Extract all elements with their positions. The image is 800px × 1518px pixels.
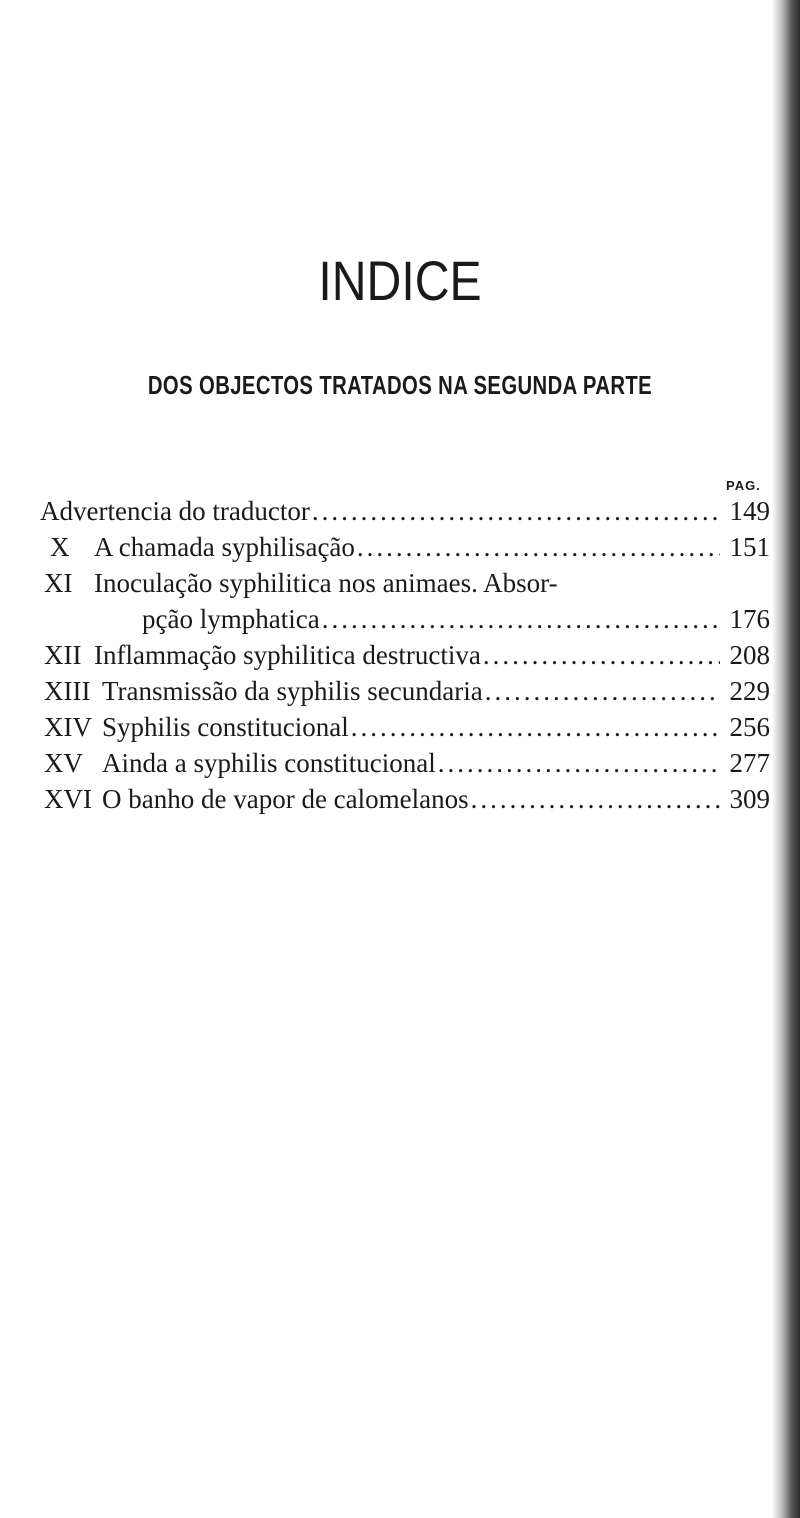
toc-leader-dots bbox=[312, 496, 720, 527]
toc-entry-text: O banho de vapor de calomelanos bbox=[102, 784, 469, 814]
table-of-contents bbox=[40, 496, 770, 820]
page-edge-shadow bbox=[772, 0, 800, 1518]
toc-entry-number: XVI bbox=[44, 784, 92, 814]
toc-entry-page: 277 bbox=[729, 748, 770, 778]
toc-entry-page: 151 bbox=[729, 532, 770, 562]
toc-entry-text: Syphilis constitucional bbox=[102, 712, 349, 742]
toc-leader-dots bbox=[485, 676, 720, 707]
toc-entry-page: 229 bbox=[729, 676, 770, 706]
toc-entry-continuation bbox=[40, 604, 770, 640]
toc-entry-page: 208 bbox=[729, 640, 770, 670]
toc-entry-page: 309 bbox=[729, 784, 770, 814]
toc-entry bbox=[40, 712, 770, 748]
toc-leader-dots bbox=[438, 748, 720, 779]
page-subtitle: DOS OBJECTOS TRATADOS NA SEGUNDA PARTE bbox=[147, 370, 653, 400]
toc-entry-number: XII bbox=[44, 640, 82, 670]
toc-entry-page: 176 bbox=[729, 604, 770, 634]
toc-entry-text: Advertencia do traductor bbox=[40, 496, 310, 526]
toc-entry bbox=[40, 496, 770, 532]
toc-entry bbox=[40, 784, 770, 820]
toc-entry-number: XIV bbox=[44, 712, 92, 742]
toc-entry bbox=[40, 640, 770, 676]
toc-entry-number: XV bbox=[44, 748, 83, 778]
toc-entry bbox=[40, 748, 770, 784]
toc-entry-text: pção lymphatica bbox=[142, 604, 320, 634]
toc-entry-text: Inflammação syphilitica destructiva bbox=[94, 640, 481, 670]
toc-entry-text: Inoculação syphilitica nos animaes. Absor- bbox=[94, 568, 558, 598]
toc-entry-page: 149 bbox=[729, 496, 770, 526]
toc-entry bbox=[40, 532, 770, 568]
toc-entry bbox=[40, 568, 770, 604]
page-title: INDICE bbox=[318, 249, 482, 312]
toc-entry-number: X bbox=[50, 532, 70, 562]
toc-entry-text: A chamada syphilisação bbox=[94, 532, 355, 562]
toc-leader-dots bbox=[357, 532, 720, 563]
toc-entry-number: XIII bbox=[44, 676, 91, 706]
toc-leader-dots bbox=[471, 784, 720, 815]
toc-leader-dots bbox=[322, 604, 720, 635]
toc-entry-page: 256 bbox=[729, 712, 770, 742]
toc-entry-number: XI bbox=[44, 568, 73, 598]
toc-entry-text: Ainda a syphilis constitucional bbox=[102, 748, 436, 778]
toc-entry bbox=[40, 676, 770, 712]
toc-entry-text: Transmissão da syphilis secundaria bbox=[102, 676, 483, 706]
toc-leader-dots bbox=[351, 712, 720, 743]
page-column-label: PAG. bbox=[726, 478, 761, 493]
toc-leader-dots bbox=[483, 640, 720, 671]
